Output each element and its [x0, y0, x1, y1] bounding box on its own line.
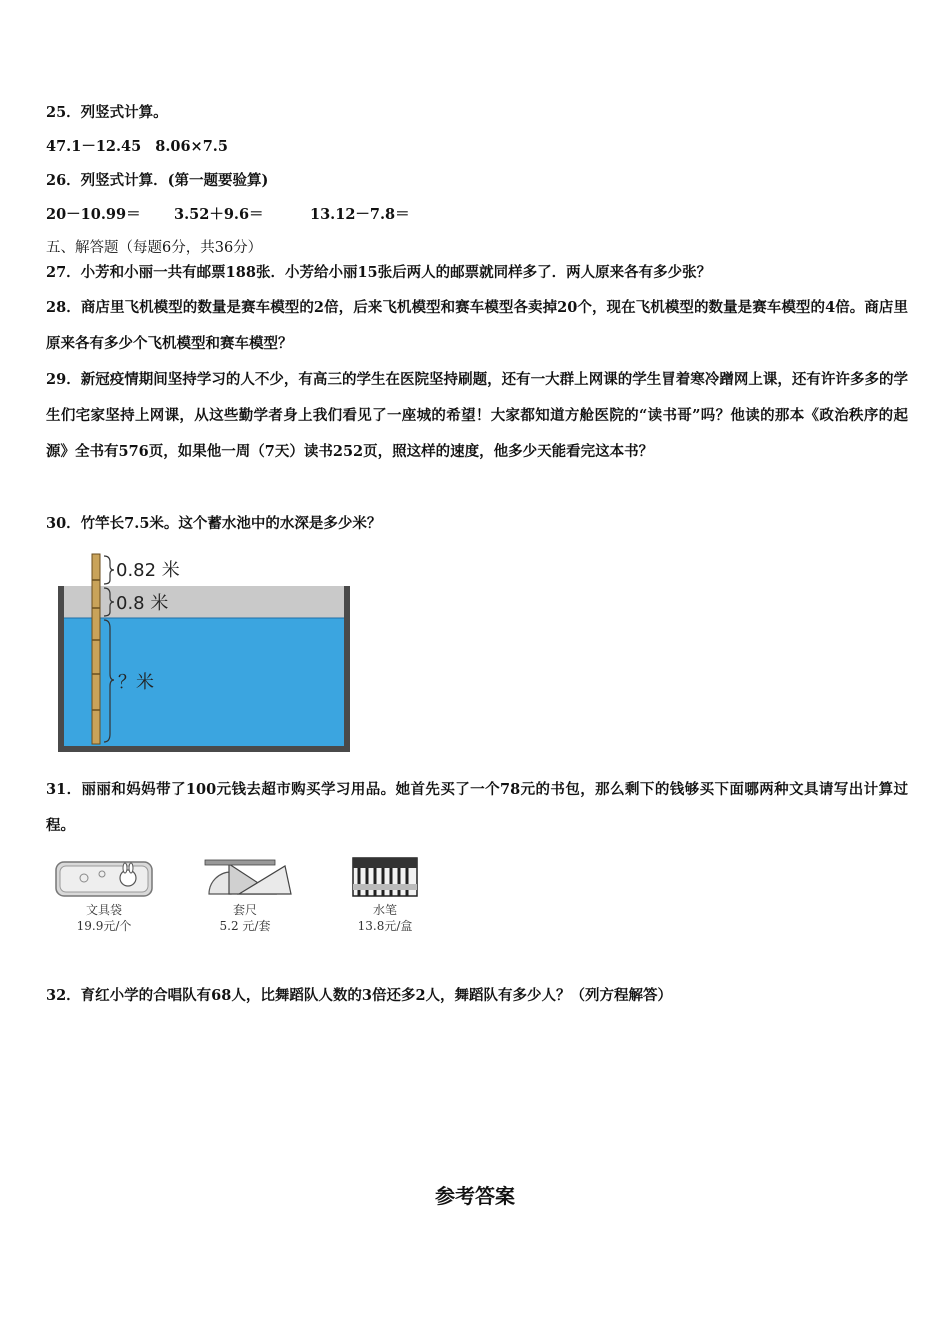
q25-expr1: 47.1－12.45 — [46, 138, 142, 155]
item-price: 5.2 元/套 — [219, 919, 271, 933]
item-price: 19.9元/个 — [76, 919, 132, 933]
item-pens — [330, 856, 440, 934]
answers-title: 参考答案 — [435, 1184, 515, 1208]
label-water: ？米 — [118, 672, 154, 693]
q26-title: 26．列竖式计算．(第一题要验算) — [46, 172, 269, 189]
label-top: 0.82 米 — [116, 560, 180, 581]
bamboo-pole — [92, 554, 100, 744]
ruler-set-icon — [195, 858, 295, 898]
item-ruler-set — [190, 858, 300, 934]
q26-expr2: 3.52＋9.6＝ — [174, 206, 264, 223]
pencil-case-icon — [54, 858, 154, 898]
q25-title: 25．列竖式计算。 — [46, 104, 168, 121]
section5-title: 五、解答题（每题6分，共36分） — [46, 240, 263, 256]
q29-text: 29．新冠疫情期间坚持学习的人不少，有高三的学生在医院坚持刷题，还有一大群上网课的学生冒着寒冷蹭网上课，还有许许多多的学生们宅家坚持上网课，从这些勤学者身上我们看见了一座城的希望！大家都知道方舱医院的“读书哥”吗？他读的那本《政治秩序的起源》全书有576页，如果他一周（7天）读书252页，照这样的速度，他多少天能看完这本书？ — [46, 371, 908, 460]
q30-text: 30．竹竿长7.5米。这个蓄水池中的水深是多少米？ — [46, 515, 382, 532]
pool-water — [64, 618, 344, 746]
q26-expressions — [46, 205, 410, 225]
q32-text: 32．育红小学的合唱队有68人，比舞蹈队人数的3倍还多2人，舞蹈队有多少人？（列方程解答） — [46, 987, 673, 1004]
q27-text: 27．小芳和小丽一共有邮票188张．小芳给小丽15张后两人的邮票就同样多了．两人原来各有多少张？ — [46, 264, 712, 281]
q25-expressions — [46, 137, 228, 157]
pool-figure — [56, 548, 356, 754]
q28-text: 28．商店里飞机模型的数量是赛车模型的2倍，后来飞机模型和赛车模型各卖掉20个，现在飞机模型的数量是赛车模型的4倍。商店里原来各有多少个飞机模型和赛车模型？ — [46, 299, 908, 352]
q31-text: 31．丽丽和妈妈带了100元钱去超市购买学习用品。她首先买了一个78元的书包，那么剩下的钱够买下面哪两种文具请写出计算过程。 — [46, 781, 908, 834]
label-mid: 0.8 米 — [116, 593, 169, 614]
item-pencil-case — [52, 858, 156, 934]
pool-air — [64, 586, 344, 618]
q26-expr1: 20－10.99＝ — [46, 206, 141, 223]
item-name: 文具袋 — [85, 903, 122, 917]
item-name: 套尺 — [232, 903, 257, 917]
item-price: 13.8元/盒 — [357, 919, 413, 933]
item-name: 水笔 — [372, 903, 397, 917]
q26-expr3: 13.12－7.8＝ — [310, 206, 410, 223]
pen-box-icon — [347, 856, 423, 898]
q25-expr2: 8.06×7.5 — [155, 138, 228, 155]
